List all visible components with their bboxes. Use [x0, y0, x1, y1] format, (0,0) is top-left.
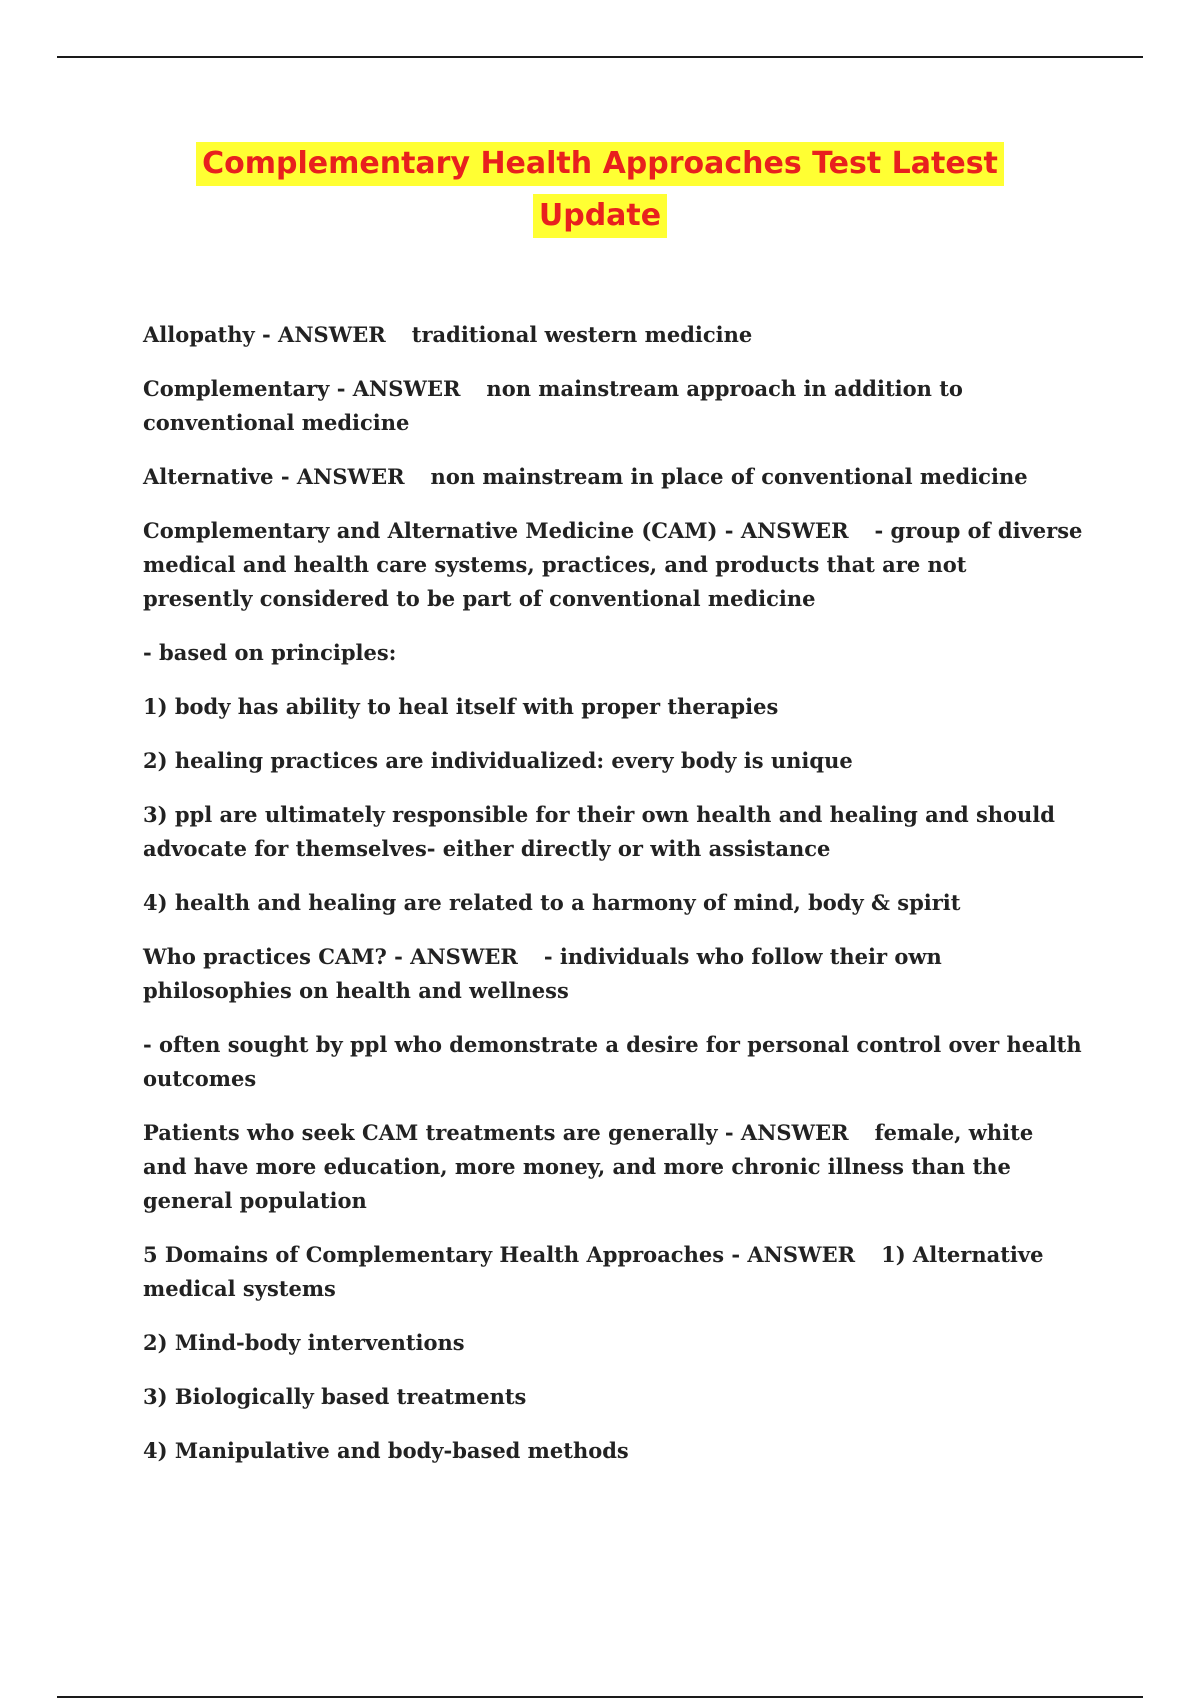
- text-entry: 4) health and healing are related to a harmony of mind, body & spirit: [143, 890, 961, 915]
- text-entry: 2) Mind-body interventions: [143, 1330, 465, 1355]
- entry-question: Who practices CAM? - ANSWER: [143, 944, 518, 969]
- qa-entry: [143, 318, 1083, 352]
- entry-question: Allopathy - ANSWER: [143, 322, 386, 347]
- qa-entry: [143, 514, 1083, 616]
- entry-answer: - individuals who follow their own philosophies on health and wellness: [143, 944, 942, 1003]
- qa-entry: [143, 460, 1083, 494]
- document-title: [0, 142, 1200, 246]
- qa-entry: [143, 1238, 1083, 1306]
- text-entry: 3) Biologically based treatments: [143, 1384, 527, 1409]
- text-entry: - based on principles:: [143, 640, 397, 665]
- entry-answer: female, white and have more education, more money, and more chronic illness than the general population: [143, 1120, 1034, 1213]
- qa-entry: [143, 1116, 1083, 1218]
- text-entry: 1) body has ability to heal itself with proper therapies: [143, 694, 779, 719]
- entry-answer: traditional western medicine: [411, 322, 753, 347]
- qa-entry: [143, 940, 1083, 1008]
- text-entry: 4) Manipulative and body-based methods: [143, 1438, 629, 1463]
- bottom-rule: [57, 1696, 1143, 1698]
- entry-question: Complementary - ANSWER: [143, 376, 461, 401]
- entry-question: Complementary and Alternative Medicine (CAM) - ANSWER: [143, 518, 849, 543]
- title-line-2: Update: [533, 194, 667, 238]
- entry-answer: non mainstream in place of conventional medicine: [430, 464, 1028, 489]
- text-entry: - often sought by ppl who demonstrate a desire for personal control over health outcomes: [143, 1032, 1082, 1091]
- document-body: [143, 318, 1083, 1488]
- qa-entry: [143, 372, 1083, 440]
- title-line-1: Complementary Health Approaches Test Latest: [196, 142, 1004, 186]
- entry-answer: non mainstream approach in addition to conventional medicine: [143, 376, 963, 435]
- entry-answer: - group of diverse medical and health care systems, practices, and products that are not presently considered to be part of conventional medicine: [143, 518, 1083, 611]
- entry-answer: 1) Alternative medical systems: [143, 1242, 1044, 1301]
- entry-question: Patients who seek CAM treatments are generally - ANSWER: [143, 1120, 849, 1145]
- text-entry: 2) healing practices are individualized: every body is unique: [143, 748, 853, 773]
- top-rule: [57, 56, 1143, 58]
- text-entry: 3) ppl are ultimately responsible for their own health and healing and should advocate for themselves- either directly or with assistance: [143, 802, 1055, 861]
- entry-question: 5 Domains of Complementary Health Approaches - ANSWER: [143, 1242, 856, 1267]
- entry-question: Alternative - ANSWER: [143, 464, 405, 489]
